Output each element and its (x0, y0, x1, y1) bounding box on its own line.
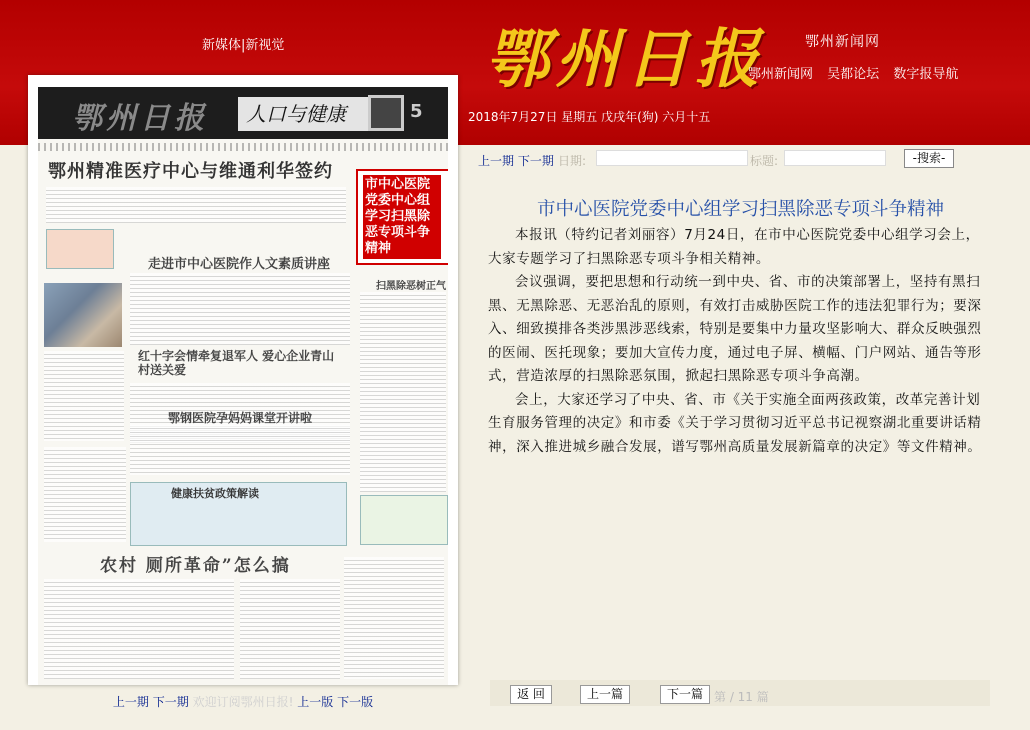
search-button[interactable]: -搜索- (904, 149, 954, 168)
policy-box (130, 482, 347, 546)
issue-date: 2018年7月27日 星期五 戊戌年(狗) 六月十五 (468, 110, 711, 124)
article-body (488, 224, 988, 459)
prev-article-button[interactable]: 上一篇 (580, 685, 630, 704)
sub-headline-redcross[interactable]: 红十字会情牵复退军人 爱心企业青山村送关爱 (138, 349, 335, 377)
newspaper-page-image[interactable] (38, 87, 448, 685)
article-paragraph: 会上，大家还学习了中央、省、市《关于实施全面两孩政策，改革完善计划生育服务管理的决定》和市委《关于学习贯彻习近平总书记视察湖北重要讲话精神，深入推进城乡融合发展，谱写鄂州高质量发展新篇章的决定》等文件精神。 (488, 391, 982, 455)
article-paragraph: 本报讯（特约记者刘丽容）7月24日，在市中心医院党委中心组学习会上，大家专题学习了扫黑除恶专项斗争相关精神。 (488, 227, 980, 267)
prev-issue-label: 上一期 (478, 154, 515, 168)
article-paragraph: 会议强调，要把思想和行动统一到中央、省、市的决策部署上，坚持有黑扫黑、无黑除恶、无恶治乱的原则，有效打击威胁医院工作的违法犯罪行为；要深入、细致摸排各类涉黑涉恶线索，特别是要集中力量攻坚影响大、群众反映强烈的医闹、医托现象；要加大宣传力度，通过电子屏、横幅、门户网站、通告等形式，营造浓厚的扫黑除恶氛围，掀起扫黑除恶专项斗争高潮。 (488, 274, 982, 384)
masthead-logo: 鄂州日报 (72, 101, 208, 136)
sub-headline-gangs[interactable]: 扫黑除恶树正气 (376, 281, 446, 292)
next-edition-link[interactable]: 下一版 (337, 695, 374, 709)
date-label: 日期: (558, 154, 587, 168)
highlighted-headline: 市中心医院党委中心组学习扫黑除恶专项斗争精神 (363, 175, 441, 259)
next-issue-label: 下一期 (517, 154, 554, 168)
link-digital-nav[interactable]: 数字报导航 (893, 67, 959, 82)
link-wudu-forum[interactable]: 吴都论坛 (827, 67, 880, 82)
paper-next-issue-link[interactable]: 下一期 (152, 695, 189, 709)
link-ezhou-news[interactable]: 鄂州新闻网 (748, 67, 814, 82)
date-input[interactable] (596, 150, 748, 166)
page-number: 5 (410, 101, 423, 122)
newspaper-page-panel (28, 75, 458, 685)
sub-headline-toilet[interactable]: 农村 厕所革命”怎么搞 (100, 556, 291, 576)
story-text-block (130, 273, 350, 345)
sub-headline-lecture[interactable]: 走进市中心医院作人文素质讲座 (148, 257, 331, 272)
story-highlighted[interactable] (356, 169, 448, 265)
story-text-block (240, 579, 340, 679)
qr-code-icon (368, 95, 404, 131)
newspaper-logo: 鄂州日报 (485, 22, 765, 97)
story-text-block (360, 292, 446, 492)
header-tagline: 新媒体|新视觉 (202, 38, 285, 53)
masthead-strip (38, 143, 448, 151)
article-count: 第 / 11 篇 (714, 690, 769, 704)
sub-headline-poverty[interactable]: 健康扶贫政策解读 (171, 487, 259, 500)
article-title: 市中心医院党委中心组学习扫黑除恶专项斗争精神 (536, 199, 944, 220)
promo-box (46, 229, 114, 269)
search-bar (468, 148, 990, 170)
story-text-block (46, 187, 346, 223)
photo-hospital (44, 283, 122, 347)
back-button[interactable]: 返 回 (510, 685, 552, 704)
section-name: 人口与健康 (238, 97, 386, 131)
story-main-headline[interactable]: 鄂州精准医疗中心与维通利华签约 (48, 161, 333, 182)
story-text-block (130, 425, 350, 475)
title-input[interactable] (784, 150, 886, 166)
story-text-block (44, 351, 124, 441)
story-text-block (344, 557, 444, 679)
sub-headline-maternity[interactable]: 鄂钢医院孕妈妈课堂开讲啦 (168, 411, 313, 425)
story-text-block (44, 579, 234, 679)
paper-footer-nav (28, 693, 458, 710)
site-name: 鄂州新闻网 (805, 34, 880, 50)
wechat-box (360, 495, 448, 545)
next-article-button[interactable]: 下一篇 (660, 685, 710, 704)
subscribe-text: 欢迎订阅鄂州日报! (192, 695, 294, 709)
title-label: 标题: (750, 154, 779, 168)
prev-issue-link[interactable] (478, 152, 554, 169)
prev-edition-link[interactable]: 上一版 (297, 695, 334, 709)
page-masthead (38, 87, 448, 139)
paper-prev-issue-link[interactable]: 上一期 (112, 695, 149, 709)
header-links (748, 63, 968, 82)
story-text-block (44, 447, 126, 542)
